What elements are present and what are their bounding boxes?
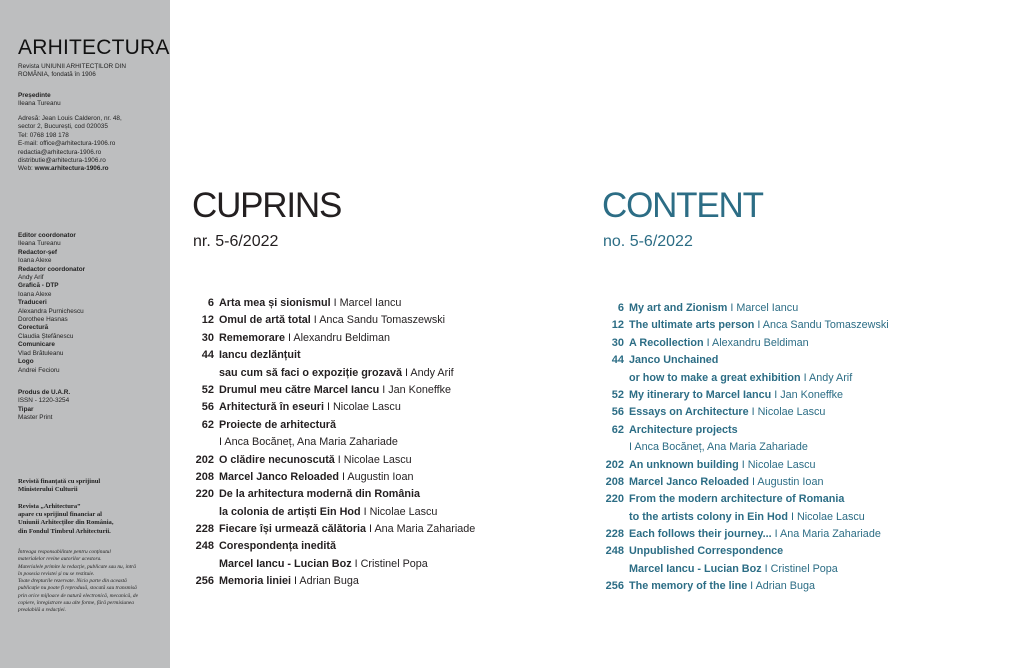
article-author: I Nicolae Lascu [738,458,816,471]
article-author: I Alexandru Beldiman [285,331,391,344]
article-title: Each follows their journey... [629,528,772,541]
toc-entry[interactable] [611,387,889,404]
article-author: I Cristinel Popa [761,562,838,575]
toc-entry[interactable] [605,578,889,595]
article-title: sau cum să faci o expoziție grozavă [219,366,403,379]
article-author: I Nicolae Lascu [324,401,401,414]
article-title: Drumul meu către Marcel Iancu [219,383,380,396]
page-number: 208 [605,475,624,488]
article-title: Marcel Janco Reloaded [629,475,750,488]
toc-entry[interactable] [219,556,475,573]
page-number: 220 [605,493,624,506]
article-title: De la arhitectura modernă din România [219,488,420,501]
toc-entry[interactable] [605,543,889,560]
toc-entry[interactable] [629,370,889,387]
article-title: My itinerary to Marcel Iancu [629,388,772,401]
toc-entry[interactable] [605,491,889,508]
page-number: 256 [195,575,214,588]
page-number: 52 [611,388,624,401]
page-number: 202 [195,453,214,466]
article-author: I Alexandru Beldiman [703,336,809,349]
article-title: The ultimate arts person [629,319,755,332]
page-number: 44 [201,349,214,362]
article-author: I Nicolae Lascu [334,453,412,466]
toc-entry[interactable] [195,469,475,486]
article-title: Marcel Iancu - Lucian Boz [629,562,762,575]
article-title: or how to make a great exhibition [629,371,801,384]
page-number: 248 [605,545,624,558]
toc-entry[interactable] [219,365,475,382]
toc-entry[interactable] [611,317,889,334]
issue-number-en: no. 5-6/2022 [603,233,693,250]
article-title: The memory of the line [629,580,748,593]
page-number: 12 [611,319,624,332]
funding-note-2: Revista „Arhitectura” apare cu sprijinul financiar al Uniunii Arhitecților din România, din Fondul Timbrul Arhitecturii. [18,503,114,535]
article-title: Iancu dezlănțuit [219,349,301,362]
article-title: to the artists colony in Ein Hod [629,510,788,523]
toc-entry[interactable] [629,561,889,578]
article-author: I Adrian Buga [291,575,359,588]
page-number: 62 [201,418,214,431]
web-link[interactable]: www.arhitectura-1906.ro [34,165,109,173]
article-title: Arhitectură în eseuri [219,401,325,414]
article-title: Architecture projects [629,423,738,436]
disclaimer: Întreaga responsabilitate pentru conținutul materialelor revine autorilor acestora. Materialele primite la redacție, publicate sau nu, intră în posesia revistei și nu se restituie. Toate drepturile rezervate. Nicio parte din această publicație nu poate fi reprodusă, stocată sau transmisă prin orice mijloace de natură electronică, mecanică, de copiere, înregistrare sau alte forme, fără permisiunea prealabilă a redacției. [18,549,139,614]
toc-entry[interactable] [201,417,475,434]
email-link[interactable]: E-mail: office@arhitectura-1906.ro [18,140,116,148]
article-title: Marcel Iancu - Lucian Boz [219,557,352,570]
publisher-block: Produs de U.A.R. ISSN - 1220-3254 Tipar Master Print [18,389,71,422]
article-title: Arta mea și sionismul [219,297,331,309]
article-author: I Adrian Buga [747,580,816,593]
toc-entry[interactable] [605,457,889,474]
toc-entry[interactable] [201,330,475,347]
article-author: I Anca Bocăneț, Ana Maria Zahariade [219,436,398,449]
toc-entry[interactable] [611,404,889,421]
toc-entry[interactable] [219,504,475,521]
toc-entry[interactable] [201,312,475,329]
page-number: 248 [195,540,214,553]
page-title-ro: CUPRINS [192,186,342,225]
toc-entry[interactable] [611,352,889,369]
article-author: I Ana Maria Zahariade [771,528,881,541]
toc-entry[interactable] [195,486,475,503]
article-author: I Jan Koneffke [771,388,844,401]
page-number: 56 [201,401,214,414]
article-author: I Augustin Ioan [749,475,824,488]
page-number: 202 [605,458,624,471]
article-title: Fiecare își urmează călătoria [219,523,367,536]
staff-block: Editor coordonator Ileana Tureanu Redactor-șef Ioana Alexe Redactor coordonator Andy Arif Grafică - DTP Ioana Alexe Traduceri Alexandra Purnichescu Dorothee Hasnas Corectură Claudia Ștefănescu Comunicare Vlad Brătuleanu Logo Andrei Fecioru [18,232,86,374]
masthead-sidebar [0,0,170,668]
toc-entry[interactable] [195,573,475,590]
contents-list-ro [195,295,476,591]
article-author: I Ana Maria Zahariade [366,523,476,536]
article-author: I Nicolae Lascu [360,505,438,518]
toc-entry[interactable] [219,434,475,451]
article-author: I Anca Sandu Tomaszewski [310,314,446,327]
article-author: I Augustin Ioan [339,470,414,483]
toc-entry[interactable] [201,347,475,364]
article-author: I Cristinel Popa [351,557,428,570]
article-title: Janco Unchained [629,354,719,367]
toc-entry[interactable] [605,526,889,543]
article-title: Marcel Janco Reloaded [219,470,340,483]
toc-entry[interactable] [629,439,889,456]
page-number: 30 [201,331,214,344]
toc-entry[interactable] [201,399,475,416]
article-author: I Andy Arif [800,371,853,384]
toc-entry[interactable] [617,300,889,317]
article-author: I Nicolae Lascu [787,510,865,523]
contents-list-en [605,300,889,596]
article-author: I Marcel Iancu [727,302,799,314]
article-title: la colonia de artiști Ein Hod [219,505,361,518]
page-number: 228 [605,528,624,541]
page-title-en: CONTENT [602,186,763,225]
article-title: From the modern architecture of Romania [629,493,845,506]
toc-entry[interactable] [201,382,475,399]
page-number: 12 [201,314,214,327]
issue-number-ro: nr. 5-6/2022 [193,233,279,250]
article-author: I Andy Arif [402,366,454,379]
article-author: I Anca Sandu Tomaszewski [754,319,889,332]
article-title: Proiecte de arhitectură [219,418,337,431]
toc-entry[interactable] [611,335,889,352]
page-number: 256 [605,580,624,593]
page-number: 56 [611,406,624,419]
article-title: Essays on Architecture [629,406,749,419]
article-author: I Nicolae Lascu [748,406,826,419]
article-author: I Anca Bocăneț, Ana Maria Zahariade [629,441,808,454]
article-title: My art and Zionism [629,302,728,314]
article-title: A Recollection [629,336,704,349]
article-title: Unpublished Correspondence [629,545,784,558]
article-author: I Jan Koneffke [379,383,452,396]
toc-entry[interactable] [195,538,475,555]
toc-entry[interactable] [195,521,476,538]
article-title: Corespondența inedită [219,540,336,553]
article-title: Rememorare [219,331,286,344]
article-title: Omul de artă total [219,314,311,327]
toc-entry[interactable] [207,295,475,312]
page-number: 6 [617,302,624,314]
page-number: 62 [611,423,624,436]
article-title: O clădire necunoscută [219,453,335,466]
contact-block: Adresă: Jean Louis Calderon, nr. 48, sector 2, București, cod 020035 Tel: 0768 198 178 E-mail: office@arhitectura-1906.ro redactia@arhitectura-1906.ro distributie@arhitectura-1906.ro Web: www.arhitectura-1906.ro [18,115,168,174]
page-number: 228 [195,523,214,536]
email-link[interactable]: redactia@arhitectura-1906.ro [18,148,102,156]
article-author: I Marcel Iancu [330,297,402,309]
page-number: 30 [611,336,624,349]
article-title: Memoria liniei [219,575,291,588]
toc-entry[interactable] [611,422,889,439]
toc-entry[interactable] [605,474,889,491]
page-number: 44 [611,354,624,367]
page-number: 52 [201,383,214,396]
tagline: Revista UNIUNII ARHITECȚILOR DIN ROMÂNIA, fondată în 1906 [18,63,126,79]
page-number: 208 [195,470,214,483]
toc-entry[interactable] [629,509,889,526]
funding-note: Revistă finanțată cu sprijinul Ministerului Culturii [18,478,101,494]
page-number: 6 [207,297,214,309]
page-number: 220 [195,488,214,501]
toc-entry[interactable] [195,452,475,469]
president-block: Președinte Ileana Tureanu [18,92,61,108]
article-title: An unknown building [629,458,739,471]
magazine-logo: ARHITECTURA [18,36,170,59]
email-link[interactable]: distributie@arhitectura-1906.ro [18,157,106,165]
